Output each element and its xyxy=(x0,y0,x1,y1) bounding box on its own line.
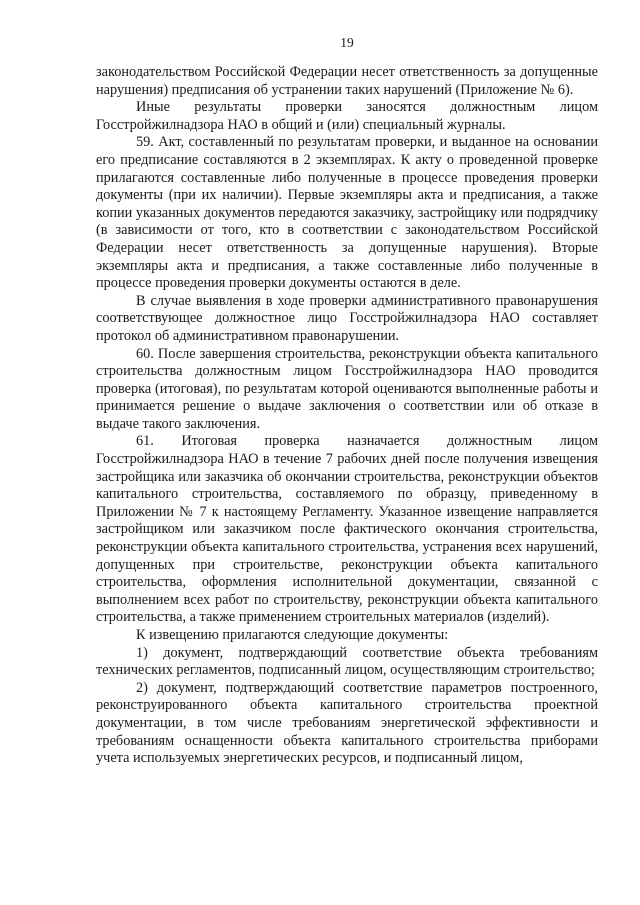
page-number: 19 xyxy=(340,35,354,50)
paragraph: 2) документ, подтверждающий соответствие параметров построенного, реконструированного объекта капитального строительства проектной документации, в том числе требованиям энергетической эффективности и требованиям оснащенности объекта капитального строительства приборами учета используемых энергетических ресурсов, и подписанный лицом, xyxy=(96,679,598,767)
paragraph: 1) документ, подтверждающий соответствие объекта требованиям технических регламентов, подписанный лицом, осуществляющим строительство; xyxy=(96,644,598,679)
paragraph: 59. Акт, составленный по результатам проверки, и выданное на основании его предписание составляются в 2 экземплярах. К акту о проведенной проверке прилагаются составленные либо полученные в процессе проведения проверки документы (при их наличии). Первые экземпляры акта и предписания, а также копии указанных документов передаются заказчику, застройщику или подрядчику (в зависимости от того, кто в соответствии с законодательством Российской Федерации несет ответственность за допущенные нарушения). Вторые экземпляры акта и предписания, а также составленные либо полученные в процессе проведения проверки документы остаются в деле. xyxy=(96,134,598,292)
paragraph: Иные результаты проверки заносятся должностным лицом Госстройжилнадзора НАО в общий и (или) специальный журналы. xyxy=(96,99,598,133)
document-page xyxy=(96,34,598,768)
paragraph: В случае выявления в ходе проверки административного правонарушения соответствующее должностное лицо Госстройжилнадзора НАО составляет протокол об административном правонарушении. xyxy=(96,292,598,344)
paragraph: К извещению прилагаются следующие документы: xyxy=(136,627,449,643)
paragraph: 61. Итоговая проверка назначается должностным лицом Госстройжилнадзора НАО в течение 7 рабочих дней после получения извещения застройщика или заказчика об окончании строительства, реконструкции объектов капитального строительства, составляемого по образцу, приведенному в Приложении № 7 к настоящему Регламенту. Указанное извещение направляется застройщиком или заказчиком после фактического окончания строительства, реконструкции объекта капитального строительства, устранения всех нарушений, допущенных при строительстве, реконструкции объекта капитального строительства, оформления исполнительной документации, связанной с выполнением всех работ по строительству, реконструкции объекта капитального строительства, а также применением строительных материалов (изделий). xyxy=(96,433,598,626)
paragraph: 60. После завершения строительства, реконструкции объекта капитального строительства должностным лицом Госстройжилнадзора НАО проводится проверка (итоговая), по результатам которой оцениваются выполненные работы и принимается решение о выдаче заключения о соответствии или об отказе в выдаче такого заключения. xyxy=(96,345,598,432)
body-text xyxy=(96,64,598,768)
paragraph: законодательством Российской Федерации несет ответственность за допущенные нарушения) предписания об устранении таких нарушений (Приложение № 6). xyxy=(96,64,598,98)
